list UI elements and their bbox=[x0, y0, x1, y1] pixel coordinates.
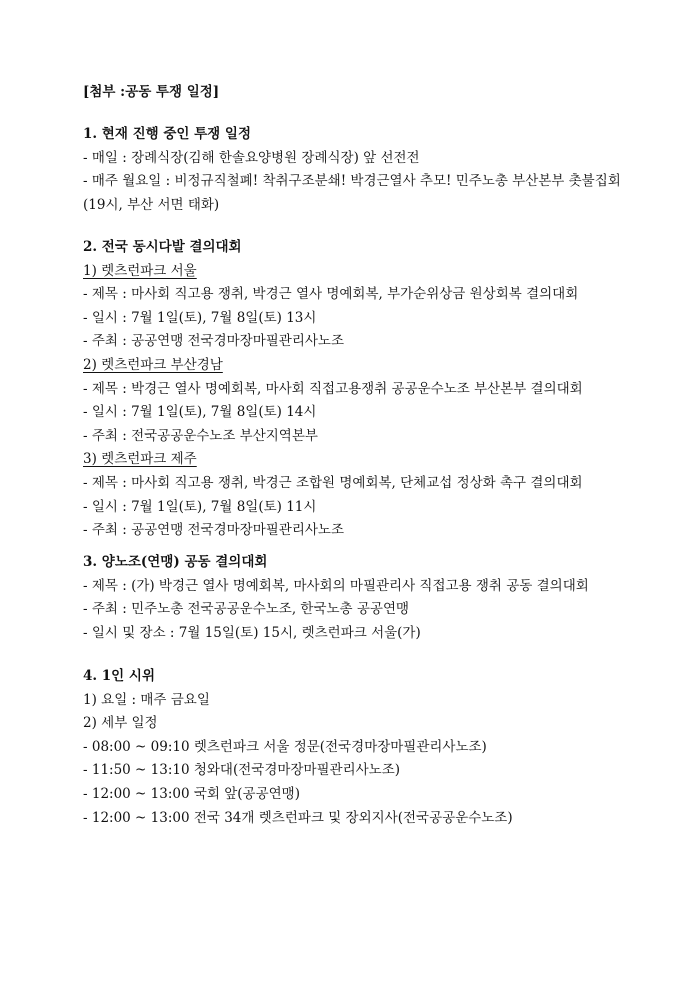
attachment-title: [첨부 :공동 투쟁 일정] bbox=[83, 84, 220, 100]
rally-date: - 일시 : 7월 1일(토), 7월 8일(토) 14시 bbox=[83, 404, 317, 421]
park-name: 1) 렛츠런파크 서울 bbox=[83, 262, 197, 279]
rally-subject: - 제목 : 마사회 직고용 쟁취, 박경근 조합원 명예회복, 단체교섭 정상화 촉구 결의대회 bbox=[83, 474, 583, 491]
protest-day: 1) 요일 : 매주 금요일 bbox=[83, 691, 210, 708]
section-one-person-protest bbox=[83, 665, 623, 830]
section-heading: 1. 현재 진행 중인 투쟁 일정 bbox=[83, 126, 252, 142]
rally-subject: - 제목 : 마사회 직고용 쟁취, 박경근 열사 명예회복, 부가순위상금 원상회복 결의대회 bbox=[83, 286, 579, 303]
park-name: 2) 렛츠런파크 부산경남 bbox=[83, 356, 223, 373]
section-heading: 3. 양노조(연맹) 공동 결의대회 bbox=[83, 554, 268, 570]
detail-heading: 2) 세부 일정 bbox=[83, 715, 158, 732]
section-heading: 2. 전국 동시다발 결의대회 bbox=[83, 239, 242, 255]
rally-date: - 일시 및 장소 : 7월 15일(토) 15시, 렛츠런파크 서울(가) bbox=[83, 624, 421, 641]
rally-host: - 주최 : 민주노총 전국공공운수노조, 한국노총 공공연맹 bbox=[83, 601, 410, 618]
weekly-item: - 매주 월요일 : 비정규직철폐! 착취구조분쇄! 박경근열사 추모! 민주노총 부산본부 촛불집회(19시, 부산 서면 태화) bbox=[83, 173, 621, 213]
section-current-schedule bbox=[83, 123, 623, 217]
schedule-item: - 11:50 ~ 13:10 청와대(전국경마장마필관리사노조) bbox=[83, 762, 400, 779]
park-name: 3) 렛츠런파크 제주 bbox=[83, 451, 197, 468]
rally-host: - 주최 : 공공연맹 전국경마장마필관리사노조 bbox=[83, 333, 345, 350]
rally-subject: - 제목 : (가) 박경근 열사 명예회복, 마사회의 마필관리사 직접고용 쟁취 공동 결의대회 bbox=[83, 577, 589, 594]
rally-host: - 주최 : 전국공공운수노조 부산지역본부 bbox=[83, 427, 318, 444]
daily-item: - 매일 : 장례식장(김해 한솔요양병원 장례식장) 앞 선전전 bbox=[83, 149, 420, 166]
section-nationwide-rallies bbox=[83, 236, 623, 543]
rally-host: - 주최 : 공공연맹 전국경마장마필관리사노조 bbox=[83, 522, 345, 539]
rally-date: - 일시 : 7월 1일(토), 7월 8일(토) 11시 bbox=[83, 498, 317, 515]
rally-date: - 일시 : 7월 1일(토), 7월 8일(토) 13시 bbox=[83, 309, 317, 326]
schedule-item: - 12:00 ~ 13:00 국회 앞(공공연맹) bbox=[83, 785, 300, 802]
section-joint-rally bbox=[83, 551, 623, 645]
rally-subject: - 제목 : 박경근 열사 명예회복, 마사회 직접고용쟁취 공공운수노조 부산본부 결의대회 bbox=[83, 380, 583, 397]
schedule-item: - 08:00 ~ 09:10 렛츠런파크 서울 정문(전국경마장마필관리사노조) bbox=[83, 738, 487, 755]
section-heading: 4. 1인 시위 bbox=[83, 668, 156, 684]
schedule-item: - 12:00 ~ 13:00 전국 34개 렛츠런파크 및 장외지사(전국공공운수노조) bbox=[83, 809, 513, 826]
